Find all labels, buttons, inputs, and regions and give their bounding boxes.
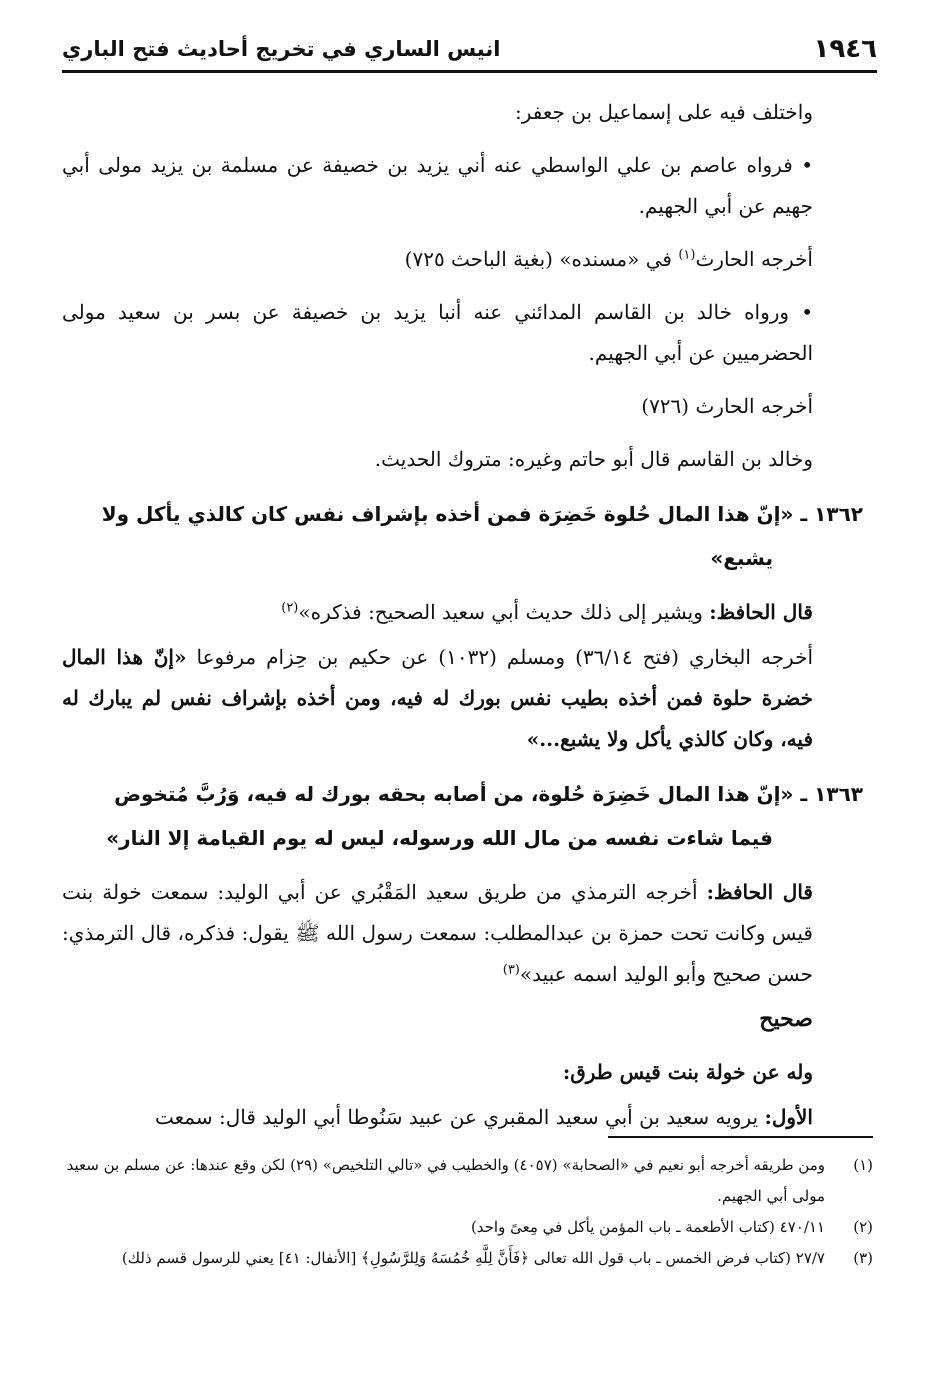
paragraph: وخالد بن القاسم قال أبو حاتم وغيره: متروك الحديث.: [374, 447, 813, 471]
footnote-text: ومن طريقه أخرجه أبو نعيم في «الصحابة» (٤٠٥٧) والخطيب في «تالي التلخيص» (٢٩) لكن وقع عندها: عن مسلم بن سعيد مولى أبي الجهيم.: [66, 1156, 825, 1205]
hadith-1362: [62, 492, 863, 580]
hadith-text: ١٣٦٢ ـ «إنّ هذا المال حُلوة خَضِرَة فمن أخذه بإشراف نفس كان كالذي يأكل ولا: [101, 502, 863, 526]
hafiz-note: [62, 872, 863, 995]
citation-text: في «مسنده» (بغية الباحث ٧٢٥): [404, 247, 679, 271]
footnote-text: ٤٧٠/١١ (كتاب الأطعمة ـ باب المؤمن يأكل في مِعىً واحد): [470, 1218, 825, 1236]
page-header: [62, 28, 877, 70]
bullet-paragraph: • ورواه خالد بن القاسم المدائني عنه أنبا يزيد بن خصيفة عن بسر بن سعيد مولى الحضرميين عن أبي الجهيم.: [62, 300, 813, 365]
takhrij-paragraph: [62, 637, 863, 760]
footnotes: [62, 1150, 873, 1274]
hadith-text: ١٣٦٣ ـ «إنّ هذا المال خَضِرَة حُلوة، من أصابه بحقه بورك له فيه، وَرُبَّ مُتخوض: [114, 782, 863, 806]
footnote-item: [62, 1212, 873, 1243]
hafiz-note: [62, 592, 863, 633]
footnote-ref[interactable]: (١): [678, 247, 696, 263]
route-label: الأول:: [764, 1105, 813, 1129]
footnote-item: [62, 1243, 873, 1274]
header-divider: [62, 70, 877, 73]
citation-text: أخرجه الحارث: [695, 247, 813, 271]
hadith-text: يشبع»: [710, 546, 773, 570]
hafiz-label: قال الحافظ:: [706, 880, 813, 904]
main-text: [62, 92, 863, 1150]
bullet-paragraph: • فرواه عاصم بن علي الواسطي عنه أني يزيد بن خصيفة عن مسلمة بن يزيد مولى أبي جهيم عن أبي الجهيم.: [62, 153, 813, 218]
footnote-number: (٢): [853, 1218, 873, 1236]
footnote-ref[interactable]: (٢): [281, 600, 299, 616]
section-intro: وله عن خولة بنت قيس طرق:: [562, 1060, 813, 1084]
footnote-item: [62, 1150, 873, 1212]
hafiz-label: قال الحافظ:: [709, 600, 813, 624]
route-text: يرويه سعيد بن أبي سعيد المقبري عن عبيد سَنُوطا أبي الوليد قال: سمعت: [155, 1105, 765, 1129]
footnote-ref[interactable]: (٣): [502, 962, 520, 978]
footnote-number: (٣): [853, 1249, 873, 1267]
takhrij-text: أخرجه البخاري (فتح ٣٦/١٤) ومسلم (١٠٣٢) عن حكيم بن حِزام مرفوعا: [186, 645, 814, 669]
book-title: انيس الساري في تخريج أحاديث فتح الباري: [62, 37, 501, 61]
footnote-text: ٢٧/٧ (كتاب فرض الخمس ـ باب قول الله تعالى ﴿فَأَنَّ لِلَّهِ خُمُسَهُ وَلِلرَّسُولِ﴾ [الأنفال: ٤١] يعني للرسول قسم ذلك): [121, 1249, 825, 1267]
paragraph: واختلف فيه على إسماعيل بن جعفر:: [514, 100, 813, 124]
hadith-text: فيما شاءت نفسه من مال الله ورسوله، ليس له يوم القيامة إلا النار»: [106, 826, 773, 850]
footnote-number: (١): [853, 1156, 873, 1174]
route-paragraph: [62, 1097, 863, 1138]
citation-paragraph: أخرجه الحارث (٧٢٦): [641, 394, 813, 418]
hafiz-text: ويشير إلى ذلك حديث أبي سعيد الصحيح: فذكره»: [298, 600, 710, 624]
footnote-divider: [608, 1136, 873, 1138]
hadith-quote: «إنّ هذا المال خضرة حلوة فمن أخذه بطيب نفس بورك له فيه، ومن أخذه بإشراف نفس لم يبارك له فيه، وكان كالذي يأكل ولا يشبع...»: [62, 645, 813, 751]
hadith-1363: [62, 772, 863, 860]
citation-paragraph: [62, 239, 863, 280]
grade-label: صحيح: [759, 1006, 813, 1032]
hafiz-text: أخرجه الترمذي من طريق سعيد المَقْبُري عن أبي الوليد: سمعت خولة بنت قيس وكانت تحت حمزة بن عبدالمطلب: سمعت رسول الله ﷺ يقول: فذكره، قال الترمذي: حسن صحيح وأبو الوليد اسمه عبيد»: [62, 880, 813, 986]
page-number: ١٩٤٦: [813, 34, 877, 64]
